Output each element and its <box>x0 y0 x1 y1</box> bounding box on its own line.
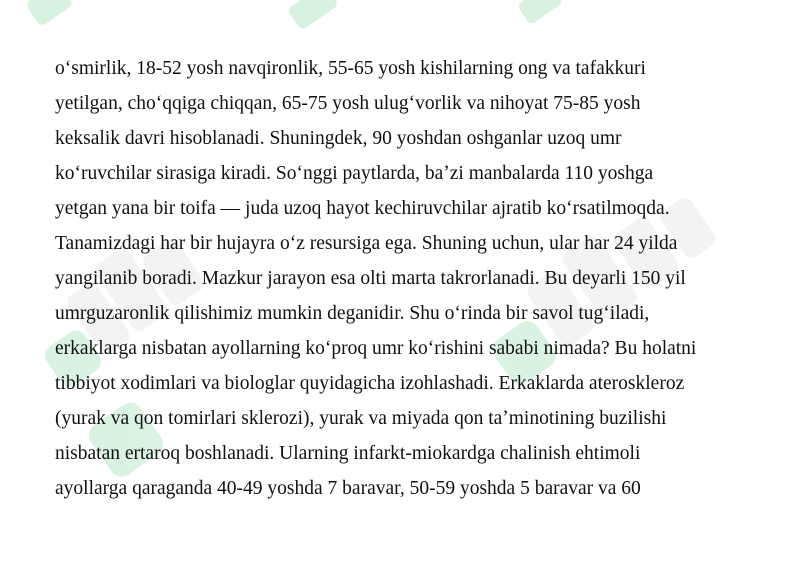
text-line: Tanamizdagi har bir hujayra oʻz resursiga ega. Shuning uchun, ular har 24 yilda <box>55 233 678 254</box>
text-line: oʻsmirlik, 18-52 yosh navqironlik, 55-65 yosh kishilarning ong va tafakkuri <box>55 58 646 79</box>
text-line: nisbatan ertaroq boshlanadi. Ularning infarkt-miokardga chalinish ehtimoli <box>55 443 641 464</box>
text-line: ayollarga qaraganda 40-49 yoshda 7 baravar, 50-59 yoshda 5 baravar va 60 <box>55 478 641 499</box>
text-line: keksalik davri hisoblanadi. Shuningdek, 90 yoshdan oshganlar uzoq umr <box>55 128 622 149</box>
text-line: (yurak va qon tomirlari sklerozi), yurak va miyada qon taʼminotining buzilishi <box>55 408 667 429</box>
text-line: yetilgan, choʻqqiga chiqqan, 65-75 yosh ulugʻvorlik va nihoyat 75-85 yosh <box>55 93 641 114</box>
text-line: yetgan yana bir toifa — juda uzoq hayot kechiruvchilar ajratib koʻrsatilmoqda. <box>55 198 670 219</box>
text-line: tibbiyot xodimlari va biologlar quyidagicha izohlashadi. Erkaklarda ateroskleroz <box>55 373 685 394</box>
text-line: erkaklarga nisbatan ayollarning koʻproq umr koʻrishini sababi nimada? Bu holatni <box>55 338 697 359</box>
text-line: yangilanib boradi. Mazkur jarayon esa olti marta takrorlanadi. Bu deyarli 150 yil <box>55 268 686 289</box>
text-line: umrguzaronlik qilishimiz mumkin deganidir. Shu oʻrinda bir savol tugʻiladi, <box>55 303 650 324</box>
watermark-logo-top <box>0 0 800 40</box>
text-line: koʻruvchilar sirasiga kiradi. Soʻnggi paytlarda, baʼzi manbalarda 110 yoshga <box>55 163 654 184</box>
